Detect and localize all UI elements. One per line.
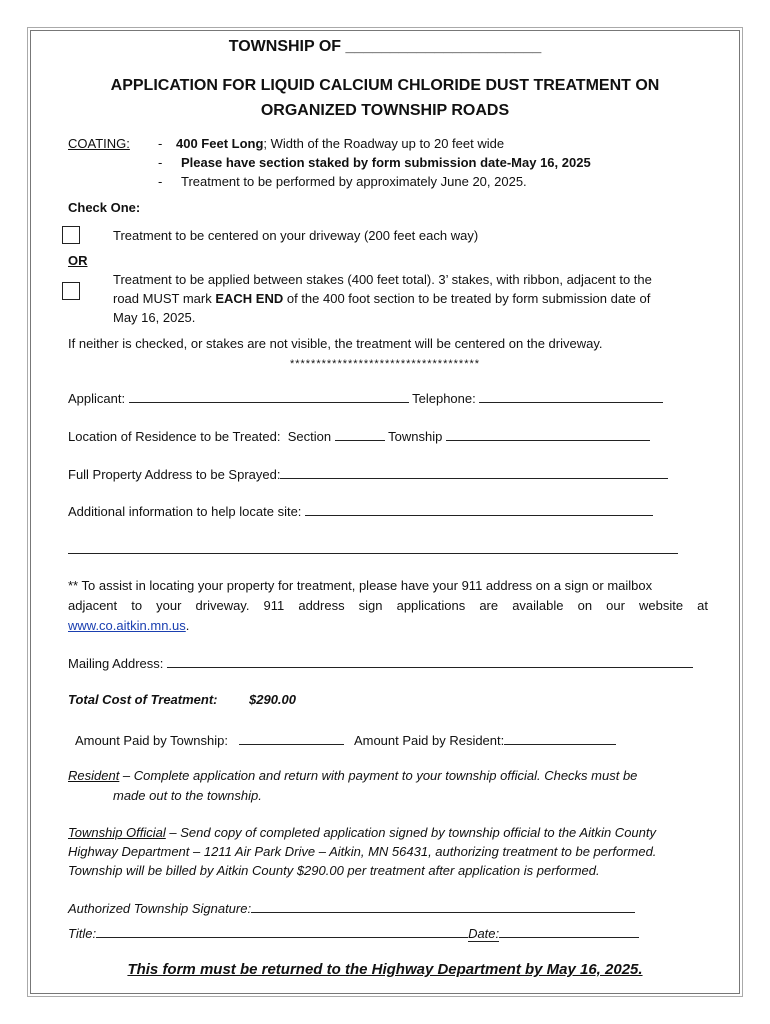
title-field[interactable]: [96, 924, 468, 938]
assist-line2: adjacent to your driveway. 911 address sign applications are available on our website at: [68, 598, 708, 613]
date-field[interactable]: [499, 924, 639, 938]
signature-label: Authorized Township Signature:: [68, 901, 252, 916]
checkbox-centered-driveway[interactable]: [62, 226, 80, 244]
resident-instruction-line1: Resident – Complete application and return with payment to your township official. Checks must be: [68, 768, 638, 783]
location-label: Location of Residence to be Treated:: [68, 429, 281, 444]
applicant-field[interactable]: [129, 389, 409, 403]
township-field[interactable]: [446, 427, 650, 441]
total-cost-label: Total Cost of Treatment:: [68, 692, 218, 707]
signature-field[interactable]: [251, 899, 635, 913]
checkbox-between-stakes[interactable]: [62, 282, 80, 300]
township-paid-field[interactable]: [239, 731, 344, 745]
telephone-field[interactable]: [479, 389, 663, 403]
website-link[interactable]: www.co.aitkin.mn.us: [68, 618, 186, 633]
official-instruction-line3: Township will be billed by Aitkin County $290.00 per treatment after application is performed.: [68, 863, 600, 878]
resident-paid-field[interactable]: [504, 731, 616, 745]
township-prefix: TOWNSHIP OF: [228, 38, 346, 55]
official-instruction-line2: Highway Department – 1211 Air Park Drive – Aitkin, MN 56431, authorizing treatment to be performed.: [68, 844, 657, 859]
telephone-label: Telephone:: [412, 391, 476, 406]
form-title-line2: ORGANIZED TOWNSHIP ROADS: [260, 102, 510, 119]
title-date-row: [68, 924, 639, 941]
assist-line1: ** To assist in locating your property for treatment, please have your 911 address on a sign or mailbox: [68, 578, 653, 593]
assist-line3: www.co.aitkin.mn.us.: [68, 618, 190, 633]
resident-instruction-line2: made out to the township.: [113, 788, 262, 803]
amount-paid-row: [75, 731, 616, 748]
mailing-field[interactable]: [167, 654, 693, 668]
township-paid-label: Amount Paid by Township:: [75, 733, 228, 748]
date-label: Date:: [468, 926, 500, 941]
applicant-label: Applicant:: [68, 391, 126, 406]
coating-label: COATING:: [68, 136, 130, 151]
neither-note: If neither is checked, or stakes are not visible, the treatment will be centered on the driveway.: [68, 336, 603, 351]
or-label: OR: [68, 253, 88, 268]
footer-notice: This form must be returned to the Highway Department by May 16, 2025.: [127, 961, 643, 978]
form-title-line1: APPLICATION FOR LIQUID CALCIUM CHLORIDE DUST TREATMENT ON: [110, 77, 660, 94]
section-label: Section: [287, 429, 332, 444]
additional-label: Additional information to help locate site:: [68, 504, 302, 519]
option-centered-driveway: Treatment to be centered on your driveway (200 feet each way): [113, 228, 479, 243]
total-cost-value: $290.00: [249, 692, 296, 707]
section-field[interactable]: [335, 427, 385, 441]
township-label: Township: [388, 429, 443, 444]
applicant-row: [68, 389, 663, 406]
option-between-stakes-line2: road MUST mark EACH END of the 400 foot section to be treated by form submission date of: [113, 291, 651, 306]
additional-field[interactable]: [305, 502, 653, 516]
signature-row: [68, 899, 635, 916]
location-row: [68, 427, 650, 444]
option-between-stakes-line3: May 16, 2025.: [113, 310, 196, 325]
address-row: [68, 465, 668, 482]
township-heading: [30, 38, 740, 56]
address-label: Full Property Address to be Sprayed:: [68, 467, 281, 482]
separator-stars: ************************************: [289, 358, 481, 370]
check-one-label: Check One:: [68, 200, 141, 215]
address-field[interactable]: [280, 465, 668, 479]
title-label: Title:: [68, 926, 97, 941]
official-instruction-line1: Township Official – Send copy of completed application signed by township official to the Aitkin County: [68, 825, 656, 840]
additional-row: [68, 502, 653, 519]
mailing-label: Mailing Address:: [68, 656, 164, 671]
additional-field-line2[interactable]: [68, 540, 678, 554]
option-between-stakes-line1: Treatment to be applied between stakes (400 feet total). 3’ stakes, with ribbon, adjacent to the: [113, 272, 652, 287]
township-name-blank[interactable]: ______________________: [345, 38, 542, 55]
mailing-row: [68, 654, 693, 671]
resident-paid-label: Amount Paid by Resident:: [353, 733, 505, 748]
